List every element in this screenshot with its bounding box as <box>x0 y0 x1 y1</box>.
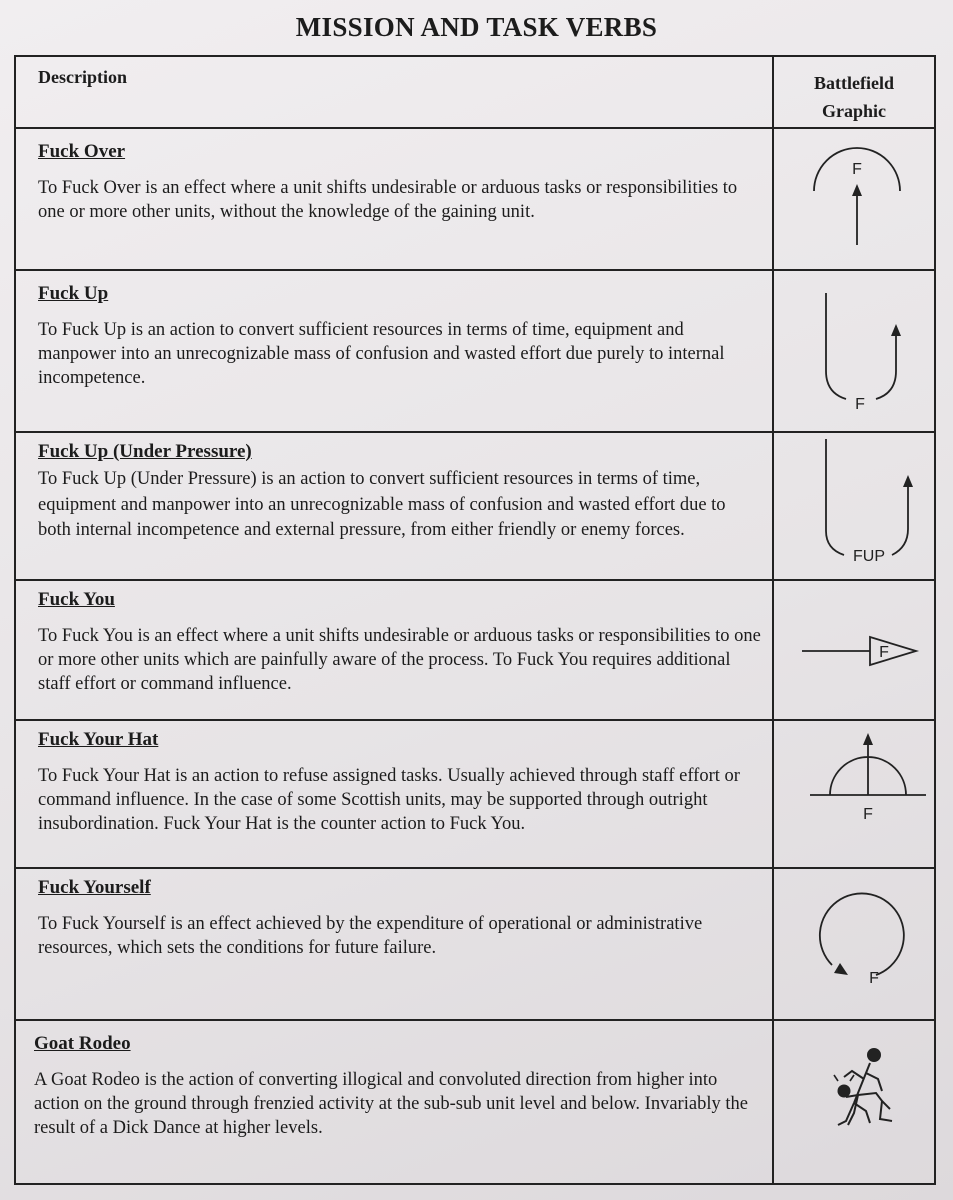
table-row <box>16 581 934 721</box>
arrow-triangle-icon <box>774 581 934 721</box>
battlefield-graphic-cell <box>774 869 934 1019</box>
half-dome-arrow-icon <box>774 721 934 869</box>
row-description-cell <box>38 869 763 960</box>
table-row <box>16 271 934 433</box>
row-description-cell <box>38 271 763 390</box>
row-description-cell <box>38 129 763 224</box>
battlefield-graphic-cell <box>774 271 934 431</box>
table-row <box>16 433 934 581</box>
term-title: Fuck Up (Under Pressure) <box>38 441 252 462</box>
table-row <box>16 721 934 869</box>
battlefield-graphic-cell <box>774 1021 934 1181</box>
battlefield-graphic-cell <box>774 581 934 719</box>
u-turn-arrow-icon <box>774 271 934 433</box>
battlefield-graphic-cell <box>774 721 934 867</box>
term-description: To Fuck Up (Under Pressure) is an action to convert sufficient resources in terms of time, equipment and manpower into an unrecognizable mass of confusion and wasted effort due to both internal incompetence and external pressure, from either friendly or enemy forces. <box>38 469 726 540</box>
battlefield-graphic-cell <box>774 433 934 579</box>
table-header-row <box>16 57 934 129</box>
header-graphic-line1: Battlefield <box>814 73 894 93</box>
stick-figure-goat-rodeo-icon <box>774 1021 934 1181</box>
graphic-label: F <box>863 806 873 823</box>
graphic-label: F <box>855 396 865 413</box>
graphic-label: FUP <box>853 548 885 565</box>
term-description: A Goat Rodeo is the action of converting illogical and convoluted direction from higher into action on the ground through frenzied activity at the sub-sub unit level and below. Invariably the result of a Dick Dance at higher levels. <box>34 1070 748 1138</box>
term-title: Goat Rodeo <box>34 1033 131 1054</box>
term-description: To Fuck You is an effect where a unit shifts undesirable or arduous tasks or responsibilities to one or more other units which are painfully aware of the process. To Fuck You requires additional staff effort or command influence. <box>38 626 761 694</box>
graphic-label: F <box>852 161 862 178</box>
table-row <box>16 129 934 271</box>
term-title: Fuck Your Hat <box>38 729 159 750</box>
graphic-label: F <box>879 644 889 661</box>
term-description: To Fuck Up is an action to convert sufficient resources in terms of time, equipment and manpower into an unrecognizable mass of confusion and wasted effort due purely to internal incompetence. <box>38 320 725 388</box>
header-graphic-line2: Graphic <box>821 101 886 121</box>
table-row <box>16 869 934 1021</box>
row-description-cell <box>34 1021 763 1140</box>
term-description: To Fuck Yourself is an effect achieved by the expenditure of operational or administrative resources, which sets the conditions for future failure. <box>38 914 703 958</box>
verbs-table <box>14 55 936 1185</box>
row-description-cell <box>38 581 763 696</box>
header-description: Description <box>38 67 127 87</box>
row-description-cell <box>38 721 763 836</box>
fuck-over-arc-arrow-icon <box>774 129 934 271</box>
term-title: Fuck Up <box>38 283 109 304</box>
term-title: Fuck Yourself <box>38 877 151 898</box>
row-description-cell <box>38 433 763 544</box>
table-row <box>16 1021 934 1181</box>
page-title: MISSION AND TASK VERBS <box>295 12 658 42</box>
u-turn-arrow-icon <box>774 433 934 581</box>
term-description: To Fuck Your Hat is an action to refuse assigned tasks. Usually achieved through staff effort or command influence. In the case of some Scottish units, may be supported through outright insubordination. Fuck Your Hat is the counter action to Fuck You. <box>38 766 740 834</box>
term-description: To Fuck Over is an effect where a unit shifts undesirable or arduous tasks or responsibilities to one or more other units, without the knowledge of the gaining unit. <box>38 178 738 222</box>
graphic-label: F <box>869 970 879 987</box>
term-title: Fuck You <box>38 589 115 610</box>
header-graphic <box>772 69 936 125</box>
term-title: Fuck Over <box>38 141 126 162</box>
battlefield-graphic-cell <box>774 129 934 269</box>
circular-arrow-icon <box>774 869 934 1021</box>
